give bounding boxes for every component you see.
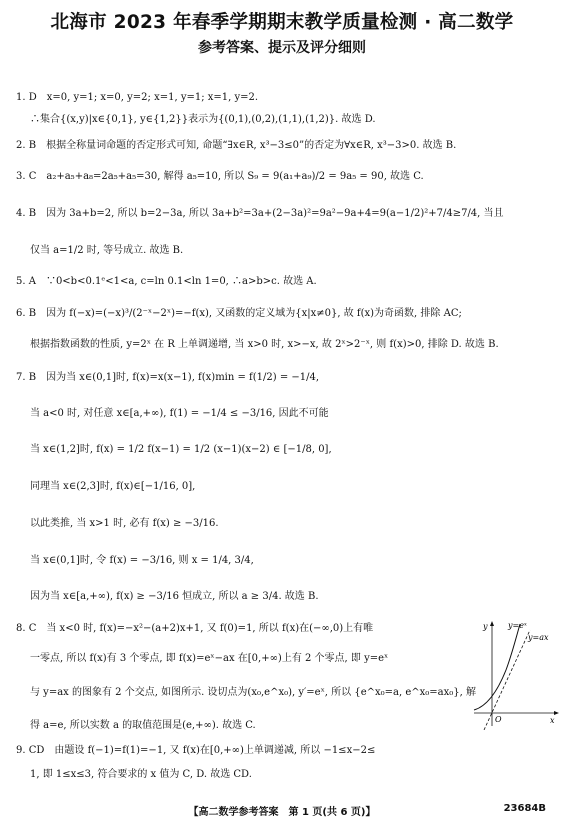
answer-line: 1, 即 1≤x≤3, 符合要求的 x 值为 C, D. 故选 CD. — [30, 769, 252, 780]
answer-line: 因为当 x∈[a,+∞), f(x) ≥ −3/16 恒成立, 所以 a ≥ 3/4. 故选 B. — [30, 591, 319, 602]
answer-line: 当 x∈(0,1]时, 令 f(x) = −3/16, 则 x = 1/4, 3/4, — [30, 555, 254, 566]
answer-line: 当 x∈(1,2]时, f(x) = 1/2 f(x−1) = 1/2 (x−1)(x−2) ∈ [−1/8, 0], — [30, 444, 332, 455]
label-curve: y=eˣ — [508, 621, 527, 630]
answer-line: 6. B 因为 f(−x)=(−x)³/(2⁻ˣ−2ˣ)=−f(x), 又函数的定义域为{x|x≠0}, 故 f(x)为奇函数, 排除 AC; — [16, 308, 462, 319]
label-y: y — [483, 622, 488, 631]
answer-line: 4. B 因为 3a+b=2, 所以 b=2−3a, 所以 3a+b²=3a+(2−3a)²=9a²−9a+4=9(a−1/2)²+7/4≥7/4, 当且 — [16, 208, 504, 219]
answer-line: 当 a<0 时, 对任意 x∈[a,+∞), f(1) = −1/4 ≤ −3/16, 因此不可能 — [30, 408, 329, 419]
answer-line: 7. B 因为当 x∈(0,1]时, f(x)=x(x−1), f(x)min = f(1/2) = −1/4, — [16, 372, 320, 383]
page-footer: 【高二数学参考答案 第 1 页(共 6 页)】 — [188, 807, 376, 818]
answer-line: 与 y=ax 的图象有 2 个交点, 如图所示. 设切点为(x₀,e^x₀), y′=eˣ, 所以 {e^x₀=a, e^x₀=ax₀}, 解 — [30, 687, 477, 698]
answer-line: 3. C a₂+a₅+a₈=2a₅+a₅=30, 解得 a₅=10, 所以 S₉ = 9(a₁+a₉)/2 = 9a₅ = 90, 故选 C. — [16, 171, 424, 182]
answer-line: ∴集合{(x,y)|x∈{0,1}, y∈{1,2}}表示为{(0,1),(0,2),(1,1),(1,2)}. 故选 D. — [30, 114, 376, 125]
answer-line: 9. CD 由题设 f(−1)=f(1)=−1, 又 f(x)在[0,+∞)上单调递减, 所以 −1≤x−2≤ — [16, 745, 376, 756]
answer-line: 得 a=e, 所以实数 a 的取值范围是(e,+∞). 故选 C. — [30, 720, 256, 731]
document-code: 23684B — [503, 803, 546, 814]
answer-line: 根据指数函数的性质, y=2ˣ 在 R 上单调递增, 当 x>0 时, x>−x, 故 2ˣ>2⁻ˣ, 则 f(x)>0, 排除 D. 故选 B. — [30, 339, 499, 350]
document-subtitle: 参考答案、提示及评分细则 — [198, 40, 366, 56]
answer-line: 以此类推, 当 x>1 时, 必有 f(x) ≥ −3/16. — [30, 518, 219, 529]
x-axis-arrow — [554, 711, 559, 715]
answer-line: 同理当 x∈(2,3]时, f(x)∈[−1/16, 0], — [30, 481, 196, 492]
answer-line: 5. A ∵0<b<0.1ᵉ<1<a, c=ln 0.1<ln 1=0, ∴a>b>c. 故选 A. — [16, 276, 317, 287]
exp-curve — [474, 624, 520, 710]
answer-line: 仅当 a=1/2 时, 等号成立. 故选 B. — [30, 245, 184, 256]
label-origin: O — [495, 715, 502, 724]
answer-line: 1. D x=0, y=1; x=0, y=2; x=1, y=1; x=1, y=2. — [16, 92, 259, 103]
exp-tangent-figure — [470, 618, 560, 730]
y-axis-arrow — [490, 621, 494, 626]
label-x: x — [550, 716, 555, 725]
answer-line: 2. B 根据全称量词命题的否定形式可知, 命题“∃x∈R, x³−3≤0”的否定为∀x∈R, x³−3>0. 故选 B. — [16, 140, 457, 151]
answer-line: 8. C 当 x<0 时, f(x)=−x²−(a+2)x+1, 又 f(0)=1, 所以 f(x)在(−∞,0)上有唯 — [16, 623, 374, 634]
label-line: y=ax — [528, 633, 549, 642]
document-title: 北海市 2023 年春季学期期末教学质量检测 · 高二数学 — [50, 12, 514, 33]
answer-line: 一零点, 所以 f(x)有 3 个零点, 即 f(x)=eˣ−ax 在[0,+∞)上有 2 个零点, 即 y=eˣ — [30, 653, 389, 664]
line-y-ax — [484, 630, 530, 730]
